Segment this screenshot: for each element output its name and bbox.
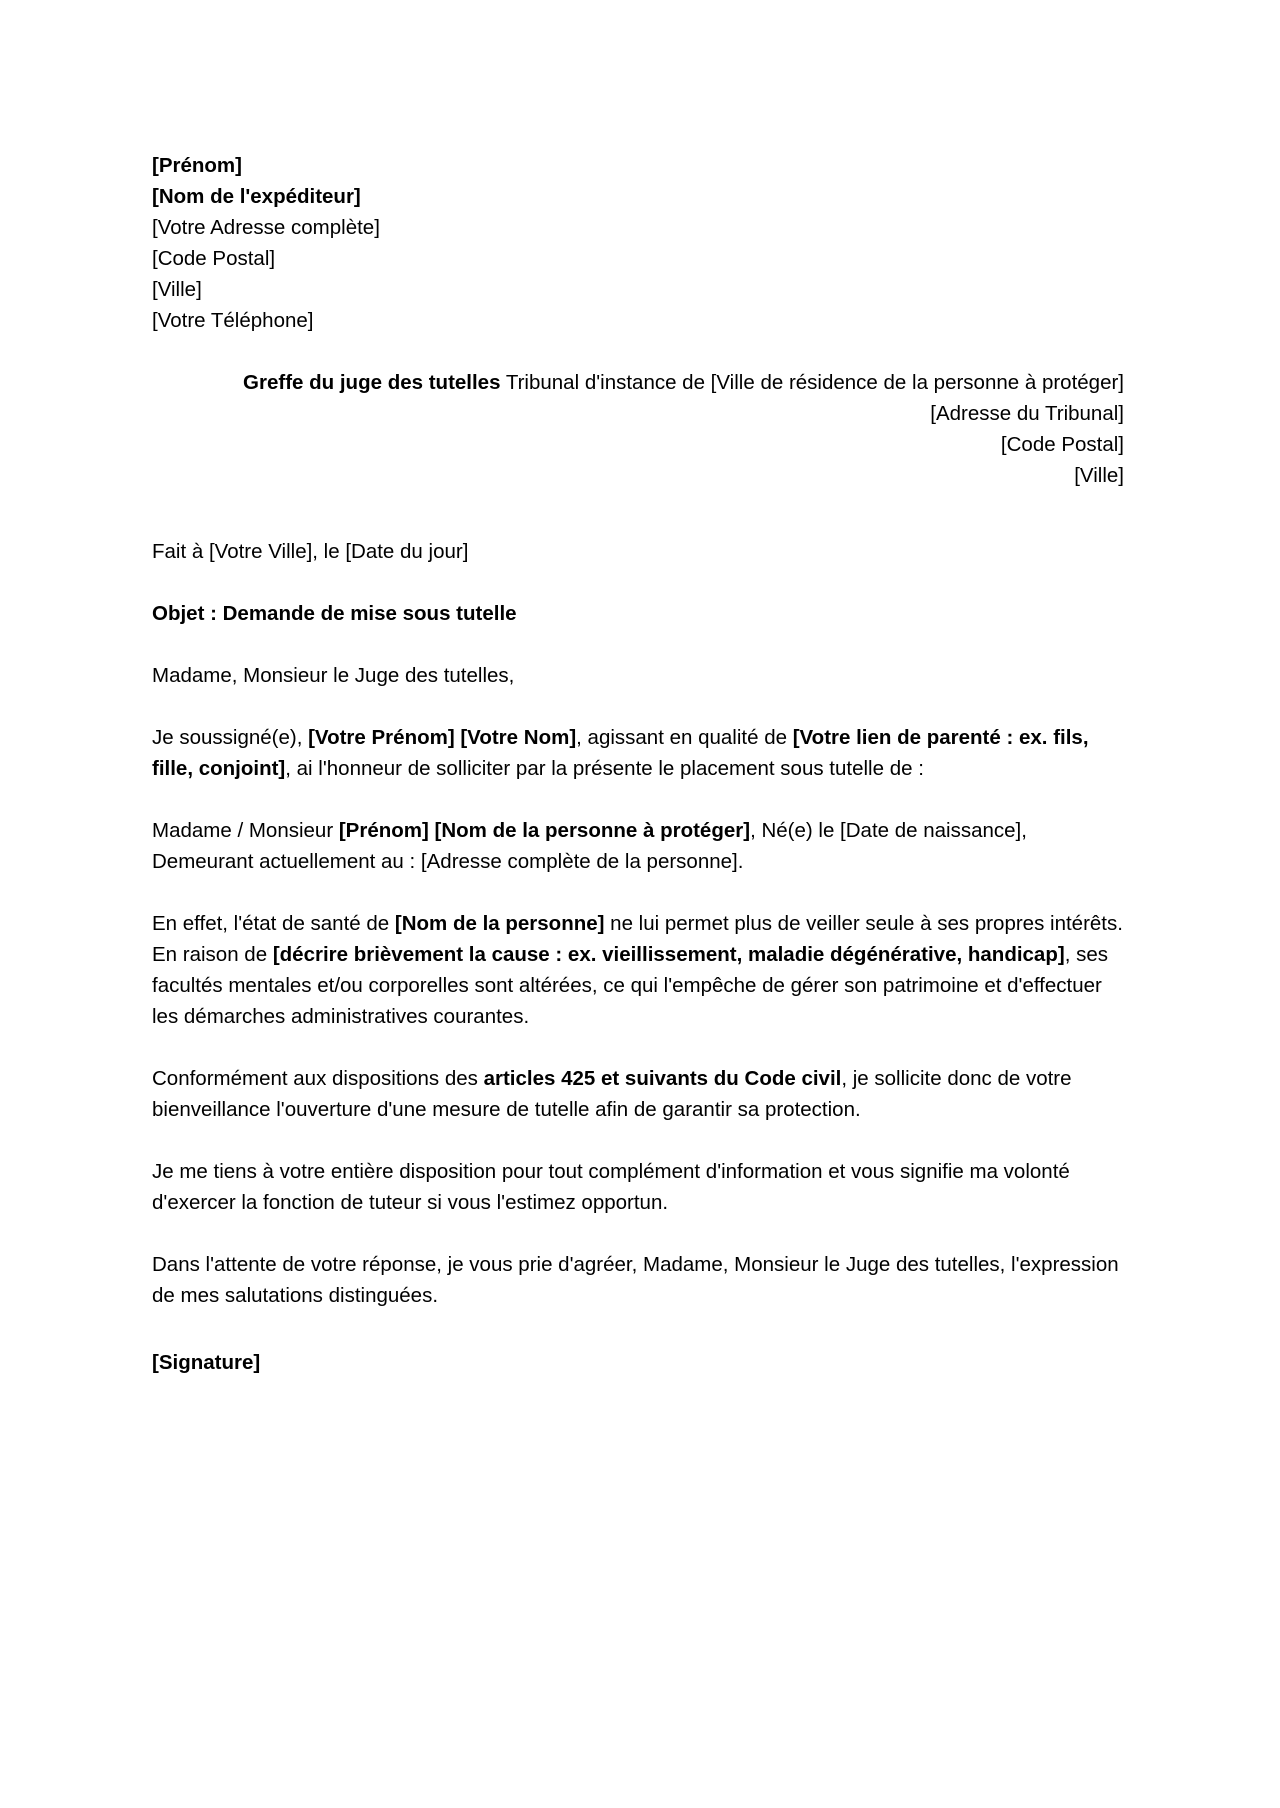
recipient-city: [Ville] — [1074, 464, 1124, 487]
subject-line: Objet : Demande de mise sous tutelle — [152, 602, 517, 625]
paragraph-availability: Je me tiens à votre entière disposition pour tout complément d'information et vous signifie ma volonté d'exercer la fonction de tuteur si vous l'estimez opportun. — [152, 1160, 1070, 1214]
recipient-address-block — [212, 367, 1124, 491]
p1-placeholder-relation: [Votre lien de parenté : ex. fils, fille, conjoint] — [152, 726, 1089, 780]
signature-placeholder: [Signature] — [152, 1351, 261, 1374]
p2-text-1: Madame / Monsieur — [152, 819, 339, 842]
date-line: Fait à [Votre Ville], le [Date du jour] — [152, 540, 469, 563]
sender-first-name: [Prénom] — [152, 154, 242, 177]
paragraph-closing: Dans l'attente de votre réponse, je vous prie d'agréer, Madame, Monsieur le Juge des tutelles, l'expression de mes salutations distinguées. — [152, 1253, 1119, 1307]
sender-phone: [Votre Téléphone] — [152, 309, 314, 332]
p1-placeholder-name: [Votre Prénom] [Votre Nom] — [308, 726, 577, 749]
paragraph-legal-reference — [152, 1063, 1124, 1125]
sender-address-block — [152, 150, 1124, 336]
p2-text-2: , Né(e) le [Date de naissance], Demeurant actuellement au : [Adresse complète de la personne]. — [152, 819, 1027, 873]
p3-text-3: , ses facultés mentales et/ou corporelles sont altérées, ce qui l'empêche de gérer son patrimoine et d'effectuer les démarches administratives courantes. — [152, 943, 1108, 1028]
p1-text-3: , ai l'honneur de solliciter par la présente le placement sous tutelle de : — [285, 757, 924, 780]
paragraph-health-situation — [152, 908, 1124, 1032]
p4-text-1: Conformément aux dispositions des — [152, 1067, 484, 1090]
p4-legal-articles: articles 425 et suivants du Code civil — [483, 1067, 842, 1090]
spacer — [152, 491, 1124, 505]
p3-text-2: ne lui permet plus de veiller seule à ses propres intérêts. En raison de — [152, 912, 1123, 966]
p4-text-2: , je sollicite donc de votre bienveillance l'ouverture d'une mesure de tutelle afin de garantir sa protection. — [152, 1067, 1072, 1121]
salutation: Madame, Monsieur le Juge des tutelles, — [152, 664, 515, 687]
sender-postal-code: [Code Postal] — [152, 247, 276, 270]
recipient-postal-code: [Code Postal] — [1000, 433, 1124, 456]
p3-text-1: En effet, l'état de santé de — [152, 912, 395, 935]
sender-street-address: [Votre Adresse complète] — [152, 216, 380, 239]
p1-text-1: Je soussigné(e), — [152, 726, 309, 749]
p2-placeholder-person-name: [Prénom] [Nom de la personne à protéger] — [338, 819, 751, 842]
paragraph-request — [152, 722, 1124, 784]
p3-placeholder-person-name: [Nom de la personne] — [394, 912, 605, 935]
sender-city: [Ville] — [152, 278, 202, 301]
paragraph-protected-person — [152, 815, 1124, 877]
recipient-court: Tribunal d'instance de [Ville de résidence de la personne à protéger] — [500, 371, 1124, 394]
p3-placeholder-cause: [décrire brièvement la cause : ex. vieillissement, maladie dégénérative, handicap] — [272, 943, 1065, 966]
recipient-office: Greffe du juge des tutelles — [243, 371, 501, 394]
p1-text-2: , agissant en qualité de — [576, 726, 793, 749]
sender-last-name: [Nom de l'expéditeur] — [152, 185, 361, 208]
letter-content — [152, 150, 1124, 1378]
recipient-street-address: [Adresse du Tribunal] — [930, 402, 1124, 425]
